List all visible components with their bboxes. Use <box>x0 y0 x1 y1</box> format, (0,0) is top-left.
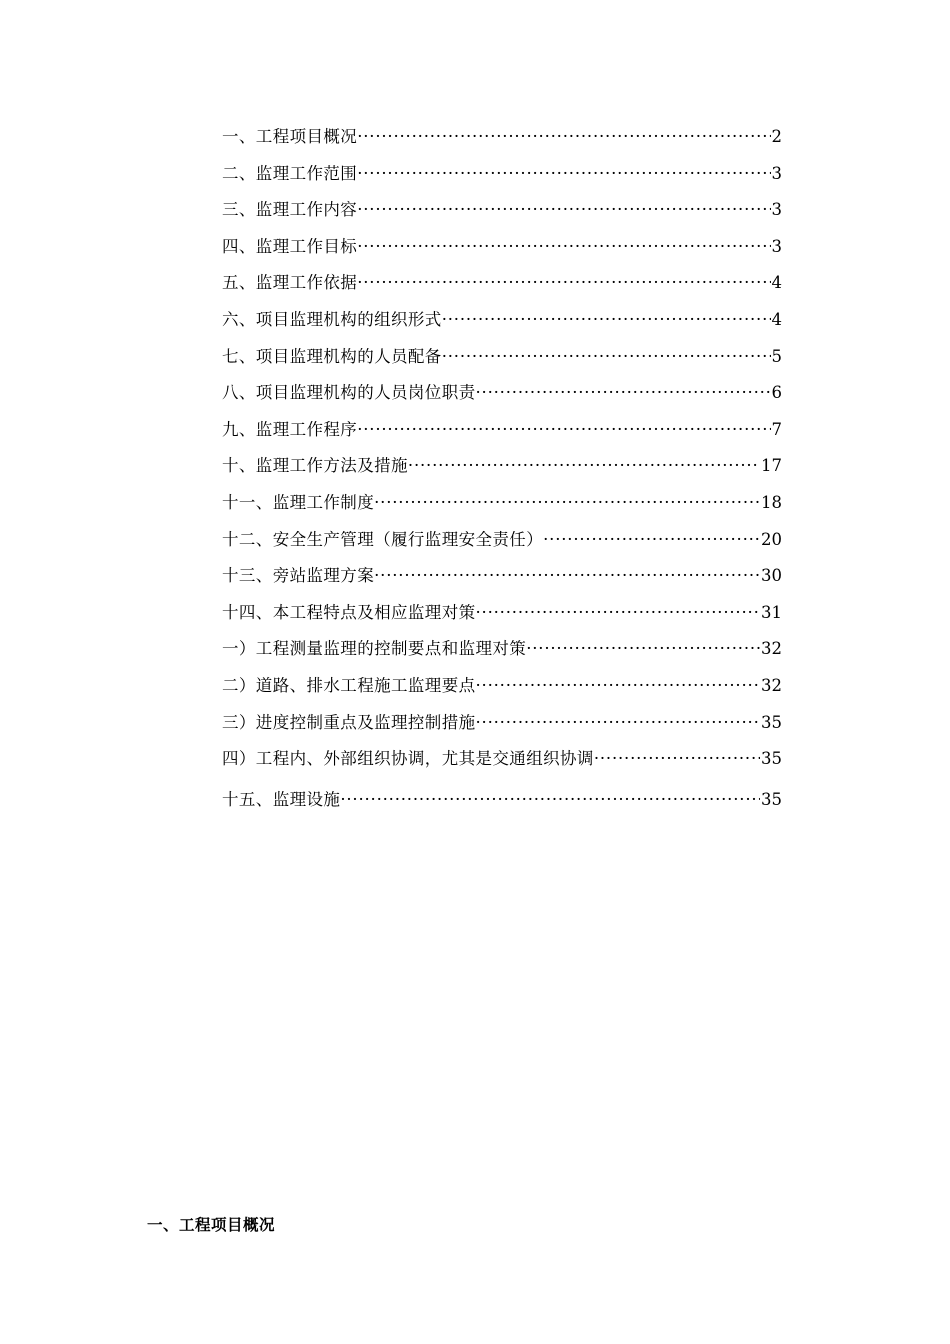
toc-entry[interactable] <box>222 271 782 308</box>
toc-entry-page: 32 <box>761 675 782 695</box>
toc-entry-page: 30 <box>761 566 782 586</box>
toc-entry[interactable] <box>222 637 782 674</box>
toc-entry-title: 十二、安全生产管理（履行监理安全责任） <box>222 529 544 549</box>
toc-entry-title: 十三、旁站监理方案 <box>222 566 375 586</box>
toc-entry-page: 4 <box>771 273 782 293</box>
toc-entry-page: 2 <box>771 127 782 146</box>
toc-entry-page: 35 <box>761 749 782 769</box>
toc-entry-page: 6 <box>771 383 782 403</box>
toc-entry[interactable] <box>222 601 782 638</box>
toc-dot-leader <box>357 162 770 186</box>
toc-dot-leader <box>357 125 770 149</box>
toc-entry-title: 二、监理工作范围 <box>222 163 358 183</box>
toc-dot-leader <box>442 308 771 332</box>
toc-entry[interactable] <box>222 418 782 455</box>
toc-entry-title: 七、项目监理机构的人员配备 <box>222 346 442 366</box>
toc-dot-leader <box>476 674 761 698</box>
toc-entry-title: 九、监理工作程序 <box>222 419 358 439</box>
toc-dot-leader <box>476 601 761 625</box>
toc-entry-page: 3 <box>771 200 782 220</box>
toc-entry-title: 八、项目监理机构的人员岗位职责 <box>222 383 476 403</box>
toc-entry-title: 五、监理工作依据 <box>222 273 358 293</box>
toc-entry-title: 三、监理工作内容 <box>222 200 358 220</box>
toc-entry-title: 十五、监理设施 <box>222 789 341 809</box>
toc-entry-title: 四）工程内、外部组织协调，尤其是交通组织协调 <box>222 749 594 769</box>
table-of-contents <box>222 125 782 824</box>
toc-entry[interactable] <box>222 198 782 235</box>
toc-entry[interactable] <box>222 125 782 162</box>
toc-entry[interactable] <box>222 345 782 382</box>
toc-dot-leader <box>357 271 770 295</box>
toc-entry-page: 20 <box>761 529 782 549</box>
toc-entry-title: 一、工程项目概况 <box>222 127 358 146</box>
toc-entry[interactable] <box>222 381 782 418</box>
toc-entry[interactable] <box>222 454 782 491</box>
toc-entry[interactable] <box>222 162 782 199</box>
toc-entry-title: 三）进度控制重点及监理控制措施 <box>222 712 476 732</box>
toc-entry-page: 32 <box>761 639 782 659</box>
toc-entry-page: 3 <box>771 163 782 183</box>
toc-dot-leader <box>594 747 760 771</box>
toc-entry[interactable] <box>222 528 782 565</box>
toc-entry[interactable] <box>222 564 782 601</box>
toc-entry[interactable] <box>222 491 782 528</box>
toc-dot-leader <box>357 235 770 259</box>
toc-dot-leader <box>526 637 760 661</box>
toc-dot-leader <box>374 491 760 515</box>
toc-dot-leader <box>408 454 760 478</box>
section-heading: 一、工程项目概况 <box>147 1216 276 1234</box>
toc-dot-leader <box>357 198 770 222</box>
toc-entry[interactable] <box>222 788 782 825</box>
toc-dot-leader <box>476 381 771 405</box>
toc-entry-title: 十一、监理工作制度 <box>222 492 375 512</box>
toc-entry[interactable] <box>222 235 782 272</box>
toc-entry-page: 35 <box>761 712 782 732</box>
toc-entry[interactable] <box>222 674 782 711</box>
toc-dot-leader <box>374 564 760 588</box>
toc-entry[interactable] <box>222 308 782 345</box>
toc-entry-page: 7 <box>771 419 782 439</box>
toc-dot-leader <box>543 528 760 552</box>
toc-entry-page: 18 <box>761 492 782 512</box>
toc-entry-title: 四、监理工作目标 <box>222 236 358 256</box>
toc-entry-title: 六、项目监理机构的组织形式 <box>222 309 442 329</box>
toc-entry-page: 31 <box>761 602 782 622</box>
toc-entry-page: 4 <box>771 309 782 329</box>
toc-entry[interactable] <box>222 747 782 784</box>
toc-entry-page: 17 <box>761 456 782 476</box>
toc-entry-page: 35 <box>761 789 782 809</box>
toc-dot-leader <box>357 418 770 442</box>
toc-entry[interactable] <box>222 711 782 748</box>
toc-entry-title: 十四、本工程特点及相应监理对策 <box>222 602 476 622</box>
toc-entry-title: 十、监理工作方法及措施 <box>222 456 408 476</box>
toc-dot-leader <box>340 788 760 812</box>
toc-entry-page: 3 <box>771 236 782 256</box>
toc-entry-title: 二）道路、排水工程施工监理要点 <box>222 675 476 695</box>
toc-entry-title: 一）工程测量监理的控制要点和监理对策 <box>222 639 527 659</box>
toc-entry-page: 5 <box>771 346 782 366</box>
toc-dot-leader <box>442 345 771 369</box>
toc-dot-leader <box>476 711 761 735</box>
